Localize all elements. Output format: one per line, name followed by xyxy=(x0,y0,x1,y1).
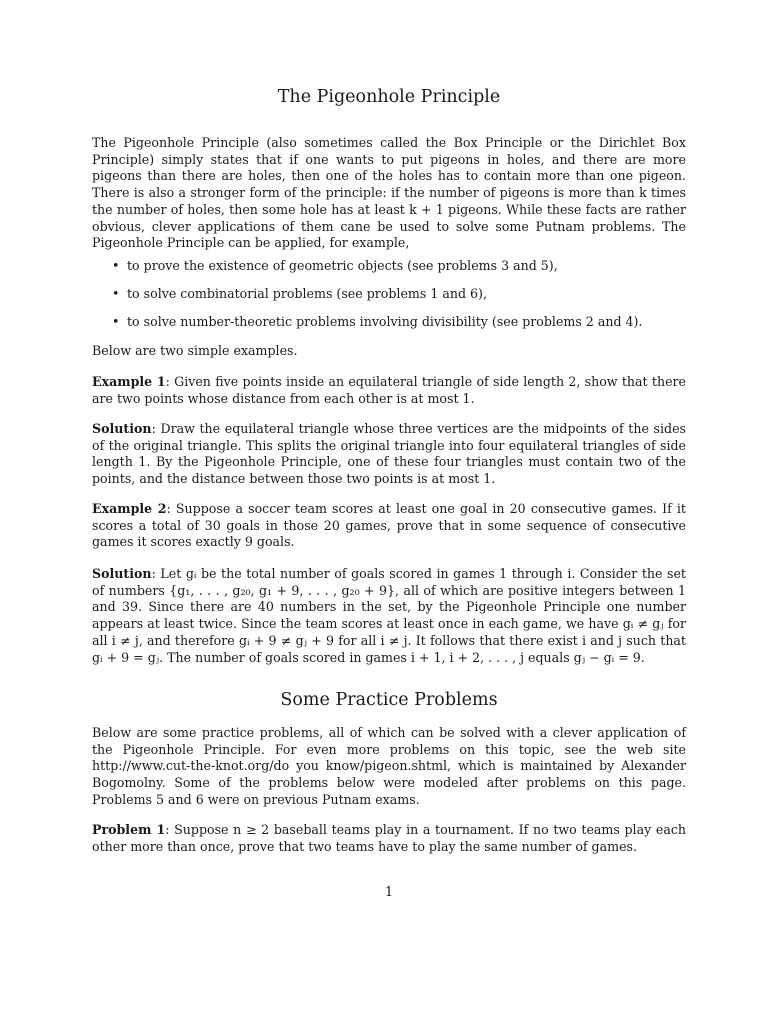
problem-1-label: Problem 1 xyxy=(92,822,166,837)
section-title: Some Practice Problems xyxy=(280,690,498,710)
solution-1-label: Solution xyxy=(92,421,152,436)
problem-1-text: : Suppose n ≥ 2 baseball teams play in a tournament. If no two teams play each other more than once, prove that two teams have to play the same number of games. xyxy=(92,822,686,854)
bullet-icon: • xyxy=(112,286,120,301)
list-item xyxy=(92,314,686,342)
bullet-icon: • xyxy=(112,258,120,273)
example-2-label: Example 2 xyxy=(92,501,167,516)
example-2-text: : Suppose a soccer team scores at least one goal in 20 consecutive games. If it scores a total of 30 goals in those 20 games, prove that in some sequence of consecutive games it scores exactly 9 goals. xyxy=(92,501,686,550)
list-item-text: to prove the existence of geometric objects (see problems 3 and 5), xyxy=(127,258,558,273)
solution-2-label: Solution xyxy=(92,566,152,581)
solution-2-text: : Let gᵢ be the total number of goals scored in games 1 through i. Consider the set of numbers {g₁, . . . , g₂₀, g₁ + 9, . . . , g₂₀ + 9}, all of which are positive integers between 1 and 39. Since there are 40 numbers in the set, by the Pigeonhole Principle one number appears at least twice. Since the team scores at least once in each game, we have gᵢ ≠ gⱼ for all i ≠ j, and therefore gᵢ + 9 ≠ gⱼ + 9 for all i ≠ j. It follows that there exist i and j such that gᵢ + 9 = gⱼ. The number of goals scored in games i + 1, i + 2, . . . , j equals gⱼ − gᵢ = 9. xyxy=(92,566,686,665)
practice-intro: Below are some practice problems, all of which can be solved with a clever application of the Pigeonhole Principle. For even more problems on this topic, see the web site http://www.cut-the-knot.org/do you know/pigeon.shtml, which is maintained by Alexander Bogomolny. Some of the problems below were modeled after problems on this page. Problems 5 and 6 were on previous Putnam exams. xyxy=(92,725,686,807)
list-item xyxy=(92,286,686,314)
example-1 xyxy=(92,374,686,407)
solution-2 xyxy=(92,566,686,666)
page-number: 1 xyxy=(384,884,393,899)
examples-intro: Below are two simple examples. xyxy=(92,343,298,358)
list-item-text: to solve combinatorial problems (see problems 1 and 6), xyxy=(127,286,487,301)
list-item xyxy=(92,258,686,286)
intro-paragraph: The Pigeonhole Principle (also sometimes called the Box Principle or the Dirichlet Box Principle) simply states that if one wants to put pigeons in holes, and there are more pigeons than there are holes, then one of the holes has to contain more than one pigeon. There is also a stronger form of the principle: if the number of pigeons is more than k times the number of holes, then some hole has at least k + 1 pigeons. While these facts are rather obvious, clever applications of them cane be used to solve some Putnam problems. The Pigeonhole Principle can be applied, for example, xyxy=(92,135,686,251)
problem-1 xyxy=(92,822,686,855)
example-1-label: Example 1 xyxy=(92,374,166,389)
solution-1-text: : Draw the equilateral triangle whose three vertices are the midpoints of the sides of the original triangle. This splits the original triangle into four equilateral triangles of side length 1. By the Pigeonhole Principle, one of these four triangles must contain two of the points, and the distance between those two points is at most 1. xyxy=(92,421,686,487)
application-list xyxy=(92,258,686,342)
solution-1 xyxy=(92,421,686,488)
list-item-text: to solve number-theoretic problems involving divisibility (see problems 2 and 4). xyxy=(127,314,643,329)
example-2 xyxy=(92,501,686,551)
bullet-icon: • xyxy=(112,314,120,329)
example-1-text: : Given five points inside an equilateral triangle of side length 2, show that there are two points whose distance from each other is at most 1. xyxy=(92,374,686,406)
page-title: The Pigeonhole Principle xyxy=(277,87,501,107)
